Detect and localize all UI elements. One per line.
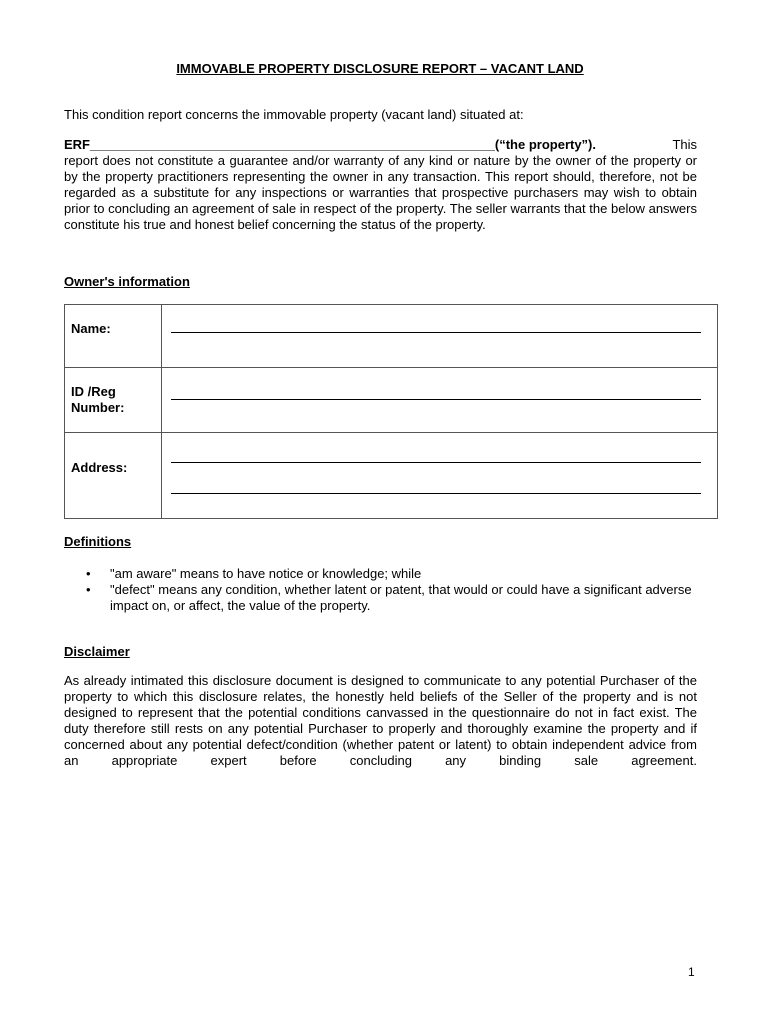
address-label: Address: xyxy=(71,460,128,475)
list-item: • "am aware" means to have notice or knowledge; while xyxy=(64,566,697,582)
list-item: • "defect" means any condition, whether latent or patent, that would or could have a significant adverse impact on, or affect, the value of the property. xyxy=(64,582,697,614)
address-input-line-2[interactable] xyxy=(171,493,701,494)
owner-info-table xyxy=(64,304,718,519)
id-label-cell xyxy=(65,368,162,433)
disclaimer-text: As already intimated this disclosure document is designed to communicate to any potential Purchaser of the property to which this disclosure relates, the honestly held beliefs of the Seller of the property and is not designed to represent that the potential conditions canvassed in the questionnaire do not in fact exist. The duty therefore still rests on any potential Purchaser to properly and thoroughly examine the property and if concerned about any potential defect/condition (whether patent or latent) to obtain independent advice from an appropriate expert before concluding any binding sale agreement. xyxy=(64,673,697,768)
page-number: 1 xyxy=(688,965,695,979)
erf-blank: ________________________________________________________ xyxy=(90,137,495,152)
this-word: This xyxy=(672,137,697,152)
address-value-cell[interactable] xyxy=(162,433,718,519)
intro-text: This condition report concerns the immovable property (vacant land) situated at: xyxy=(64,107,524,122)
id-value-cell[interactable] xyxy=(162,368,718,433)
erf-label: ERF xyxy=(64,137,90,152)
erf-body-text: report does not constitute a guarantee and/or warranty of any kind or nature by the owner of the property or by the property practitioners representing the owner in any transaction. This report should, therefore, not be regarded as a substitute for any inspections or warranties that prospective purchasers may wish to obtain prior to concluding an agreement of sale in respect of the property. The seller warrants that the below answers constitute his true and honest belief concerning the status of the property. xyxy=(64,153,697,232)
erf-paragraph xyxy=(64,137,697,233)
definitions-list xyxy=(64,566,697,614)
name-input-line[interactable] xyxy=(171,332,701,333)
table-row xyxy=(65,433,718,519)
name-label: Name: xyxy=(71,321,111,336)
erf-line xyxy=(64,137,697,153)
the-property-label: (“the property”). xyxy=(494,137,597,152)
id-reg-label: ID /Reg Number: xyxy=(71,384,125,415)
id-input-line[interactable] xyxy=(171,399,701,400)
table-row xyxy=(65,305,718,368)
disclaimer-heading: Disclaimer xyxy=(64,644,130,659)
definitions-heading: Definitions xyxy=(64,534,132,549)
document-title: IMMOVABLE PROPERTY DISCLOSURE REPORT – VACANT LAND xyxy=(176,61,584,76)
table-row xyxy=(65,368,718,433)
owner-info-heading: Owner's information xyxy=(64,274,190,289)
name-label-cell xyxy=(65,305,162,368)
name-value-cell[interactable] xyxy=(162,305,718,368)
erf-field xyxy=(64,137,596,153)
address-label-cell xyxy=(65,433,162,519)
